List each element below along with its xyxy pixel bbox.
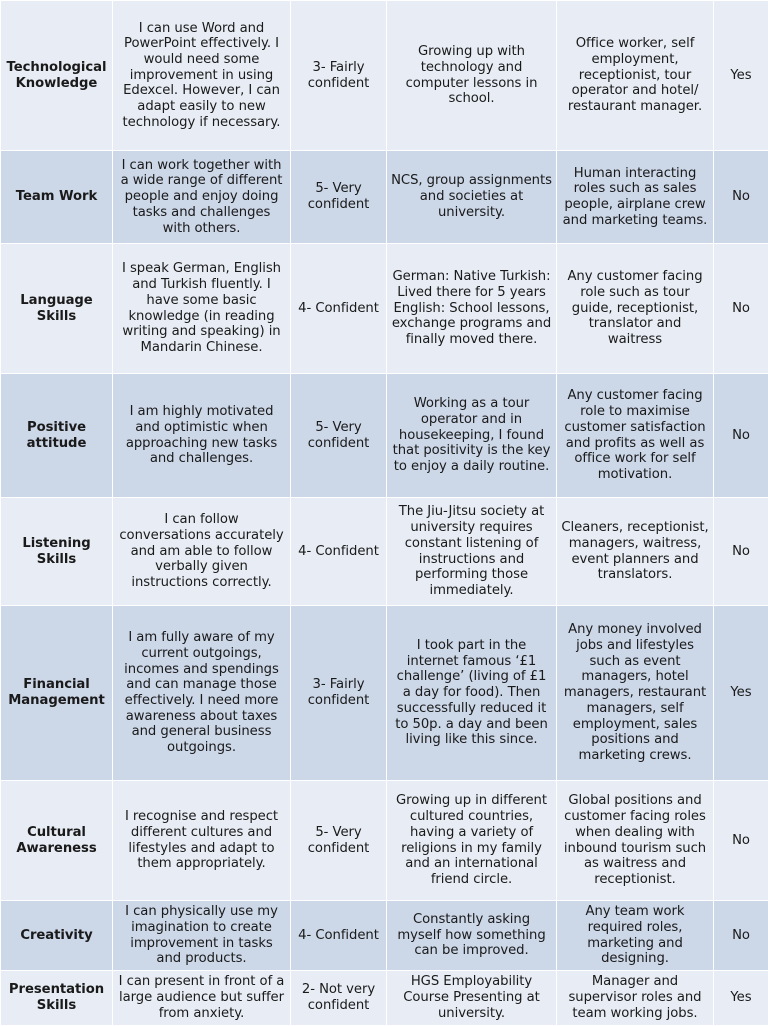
cell-skill: Listening Skills [1, 498, 113, 606]
cell-evidence: HGS Employability Course Presenting at university. [387, 971, 557, 1026]
cell-description: I can physically use my imagination to create improvement in tasks and products. [113, 901, 291, 971]
table-row [1, 1, 768, 151]
cell-skill: Presentation Skills [1, 971, 113, 1026]
table-row [1, 374, 768, 498]
cell-evidence: I took part in the internet famous ‘£1 challenge’ (living of £1 a day for food). Then successfully reduced it to 50p. a day and been living like this since. [387, 606, 557, 781]
cell-skill: Language Skills [1, 244, 113, 374]
cell-jobs: Any customer facing role to maximise customer satisfaction and profits as well as office work for self motivation. [557, 374, 714, 498]
cell-confidence: 2- Not very confident [291, 971, 387, 1026]
cell-evidence: Constantly asking myself how something can be improved. [387, 901, 557, 971]
cell-evidence: Working as a tour operator and in housekeeping, I found that positivity is the key to enjoy a daily routine. [387, 374, 557, 498]
cell-jobs: Any customer facing role such as tour guide, receptionist, translator and waitress [557, 244, 714, 374]
cell-jobs: Manager and supervisor roles and team working jobs. [557, 971, 714, 1026]
cell-jobs: Office worker, self employment, receptionist, tour operator and hotel/ restaurant manager. [557, 1, 714, 151]
cell-skill: Positive attitude [1, 374, 113, 498]
cell-confidence: 4- Confident [291, 901, 387, 971]
table-row [1, 498, 768, 606]
cell-evidence: Growing up with technology and computer lessons in school. [387, 1, 557, 151]
cell-jobs: Global positions and customer facing roles when dealing with inbound tourism such as waitress and receptionist. [557, 781, 714, 901]
cell-skill: Cultural Awareness [1, 781, 113, 901]
cell-development: No [714, 498, 768, 606]
table-row [1, 606, 768, 781]
cell-confidence: 3- Fairly confident [291, 606, 387, 781]
cell-jobs: Any team work required roles, marketing and designing. [557, 901, 714, 971]
cell-description: I recognise and respect different cultures and lifestyles and adapt to them appropriately. [113, 781, 291, 901]
cell-development: No [714, 151, 768, 244]
table-row [1, 971, 768, 1026]
table-row [1, 151, 768, 244]
cell-description: I can work together with a wide range of different people and enjoy doing tasks and challenges with others. [113, 151, 291, 244]
cell-development: Yes [714, 971, 768, 1026]
cell-evidence: The Jiu-Jitsu society at university requires constant listening of instructions and performing those immediately. [387, 498, 557, 606]
cell-development: Yes [714, 1, 768, 151]
cell-skill: Financial Management [1, 606, 113, 781]
cell-jobs: Cleaners, receptionist, managers, waitress, event planners and translators. [557, 498, 714, 606]
cell-development: No [714, 901, 768, 971]
cell-jobs: Human interacting roles such as sales people, airplane crew and marketing teams. [557, 151, 714, 244]
cell-confidence: 5- Very confident [291, 374, 387, 498]
cell-confidence: 3- Fairly confident [291, 1, 387, 151]
cell-skill: Technological Knowledge [1, 1, 113, 151]
cell-evidence: NCS, group assignments and societies at university. [387, 151, 557, 244]
cell-evidence: Growing up in different cultured countries, having a variety of religions in my family and an international friend circle. [387, 781, 557, 901]
cell-development: No [714, 244, 768, 374]
cell-evidence: German: Native Turkish: Lived there for 5 years English: School lessons, exchange programs and finally moved there. [387, 244, 557, 374]
table-row [1, 901, 768, 971]
cell-description: I am highly motivated and optimistic when approaching new tasks and challenges. [113, 374, 291, 498]
table-row [1, 244, 768, 374]
cell-skill: Creativity [1, 901, 113, 971]
cell-confidence: 4- Confident [291, 244, 387, 374]
cell-description: I speak German, English and Turkish fluently. I have some basic knowledge (in reading writing and speaking) in Mandarin Chinese. [113, 244, 291, 374]
cell-confidence: 5- Very confident [291, 781, 387, 901]
cell-confidence: 5- Very confident [291, 151, 387, 244]
cell-development: Yes [714, 606, 768, 781]
cell-jobs: Any money involved jobs and lifestyles such as event managers, hotel managers, restaurant managers, self employment, sales positions and marketing crews. [557, 606, 714, 781]
cell-description: I am fully aware of my current outgoings, incomes and spendings and can manage those effectively. I need more awareness about taxes and general business outgoings. [113, 606, 291, 781]
table-body [1, 1, 768, 1026]
cell-development: No [714, 781, 768, 901]
cell-description: I can use Word and PowerPoint effectively. I would need some improvement in using Edexcel. However, I can adapt easily to new technology if necessary. [113, 1, 291, 151]
table-row [1, 781, 768, 901]
cell-development: No [714, 374, 768, 498]
cell-description: I can follow conversations accurately and am able to follow verbally given instructions correctly. [113, 498, 291, 606]
cell-skill: Team Work [1, 151, 113, 244]
cell-description: I can present in front of a large audience but suffer from anxiety. [113, 971, 291, 1026]
cell-confidence: 4- Confident [291, 498, 387, 606]
